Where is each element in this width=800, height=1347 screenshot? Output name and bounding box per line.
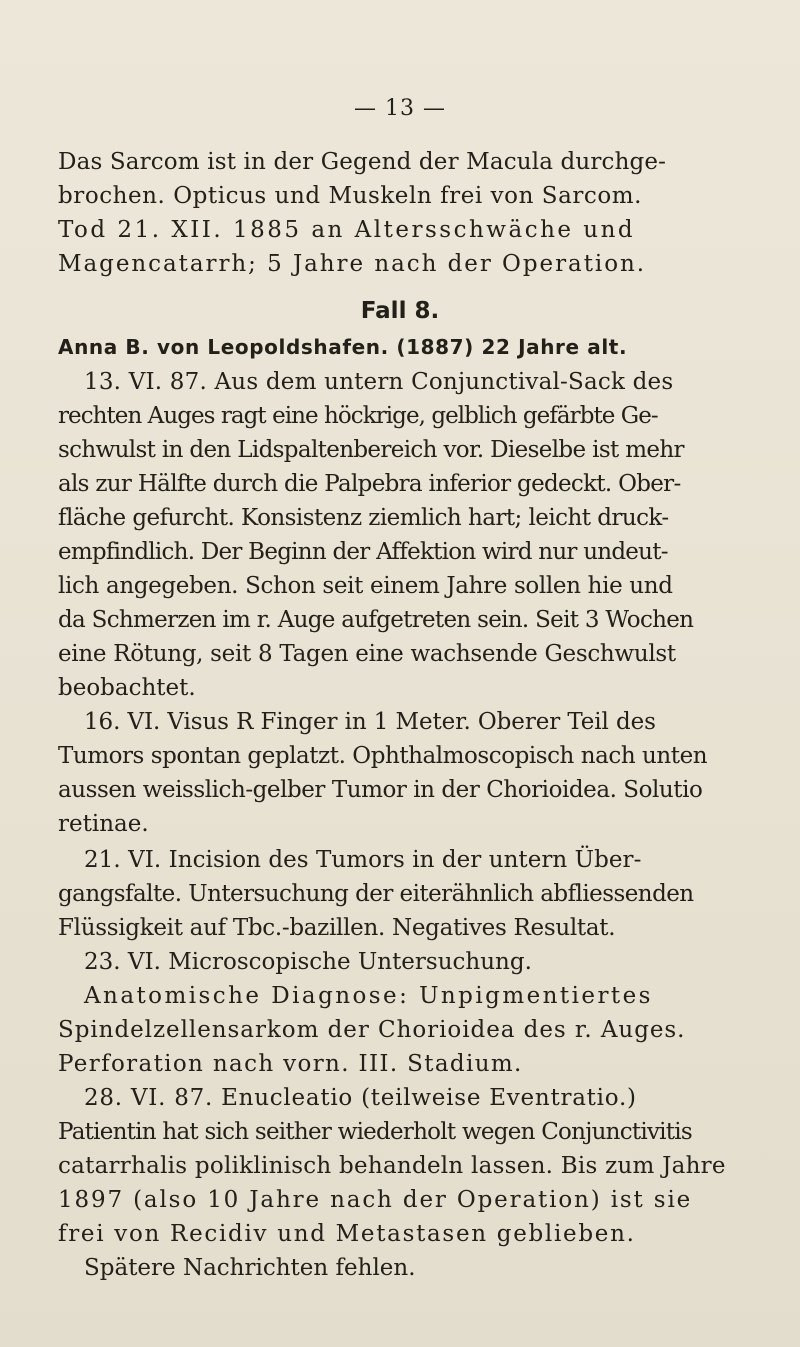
page-number: — 13 — (354, 96, 446, 121)
text-line: rechten Auges ragt eine höckrige, gelblich gefärbte Ge- (58, 403, 658, 429)
text-line: 21. VI. Incision des Tumors in der untern Über- (84, 847, 642, 873)
text-line: frei von Recidiv und Metastasen geblieben. (58, 1221, 636, 1247)
patient-line: Anna B. von Leopoldshafen. (1887) 22 Jahre alt. (58, 335, 628, 359)
text-line: Tod 21. XII. 1885 an Altersschwäche und (58, 217, 636, 243)
text-line: schwulst in den Lidspaltenbereich vor. Dieselbe ist mehr (58, 437, 684, 463)
text-line: gangsfalte. Untersuchung der eiterähnlich abfliessenden (58, 881, 694, 907)
case-heading: Fall 8. (360, 298, 440, 324)
text-line: Tumors spontan geplatzt. Ophthalmoscopisch nach unten (58, 743, 708, 769)
text-line: Spindelzellensarkom der Chorioidea des r. Auges. (58, 1017, 686, 1043)
text-line: Perforation nach vorn. III. Stadium. (58, 1051, 523, 1077)
text-line: 23. VI. Microscopische Untersuchung. (84, 949, 532, 975)
text-line: fläche gefurcht. Konsistenz ziemlich hart; leicht druck- (58, 505, 669, 531)
text-line: 1897 (also 10 Jahre nach der Operation) ist sie (58, 1187, 693, 1213)
text-line: Anatomische Diagnose: Unpigmentiertes (84, 983, 653, 1009)
text-line: da Schmerzen im r. Auge aufgetreten sein. Seit 3 Wochen (58, 607, 694, 633)
text-line: als zur Hälfte durch die Palpebra inferior gedeckt. Ober- (58, 471, 681, 497)
text-line: catarrhalis poliklinisch behandeln lassen. Bis zum Jahre (58, 1153, 726, 1179)
text-line: Spätere Nachrichten fehlen. (84, 1255, 416, 1281)
text-line: retinae. (58, 811, 149, 837)
text-line: lich angegeben. Schon seit einem Jahre sollen hie und (58, 573, 673, 599)
text-line: beobachtet. (58, 675, 196, 701)
text-line: eine Rötung, seit 8 Tagen eine wachsende Geschwulst (58, 641, 676, 667)
text-line: empfindlich. Der Beginn der Affektion wird nur undeut- (58, 539, 668, 565)
text-line: brochen. Opticus und Muskeln frei von Sarcom. (58, 183, 642, 209)
text-line: 13. VI. 87. Aus dem untern Conjunctival-Sack des (84, 369, 674, 395)
text-line: Patientin hat sich seither wiederholt wegen Conjunctivitis (58, 1119, 692, 1145)
text-line: aussen weisslich-gelber Tumor in der Chorioidea. Solutio (58, 777, 703, 803)
text-line: 28. VI. 87. Enucleatio (teilweise Eventratio.) (84, 1085, 637, 1111)
text-line: Magencatarrh; 5 Jahre nach der Operation. (58, 251, 647, 277)
text-line: Flüssigkeit auf Tbc.-bazillen. Negatives Resultat. (58, 915, 616, 941)
text-line: Das Sarcom ist in der Gegend der Macula durchge- (58, 149, 667, 175)
text-line: 16. VI. Visus R Finger in 1 Meter. Oberer Teil des (84, 709, 656, 735)
